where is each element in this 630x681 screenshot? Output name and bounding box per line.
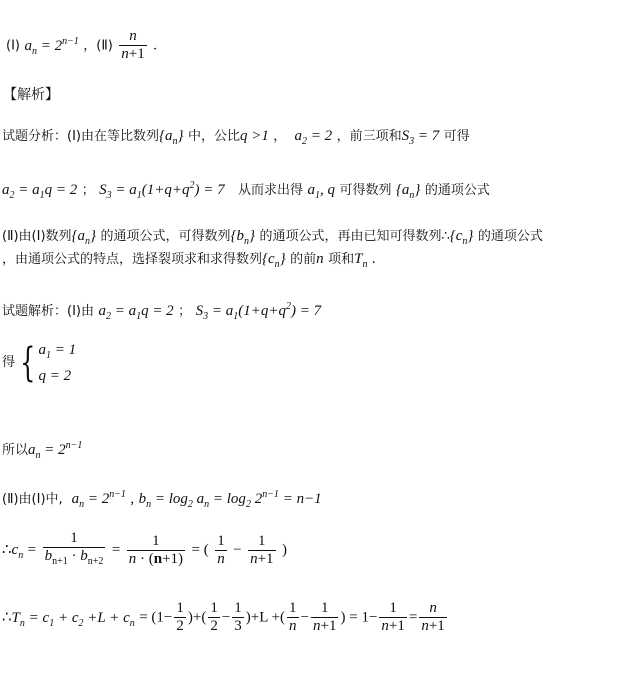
- analysis-text-4: 可得: [443, 129, 470, 144]
- tn-frac-4: $\frac{1}{n}$: [289, 600, 297, 634]
- analysis-line-3: [2, 227, 543, 251]
- analysis-p3-a: ，由通项公式的特点，选择裂项求和求得数列: [2, 252, 263, 267]
- solution-suoyi: 所以: [2, 443, 29, 458]
- system-equations: $a_1 = 1$ q = 2: [38, 342, 77, 384]
- analysis-p3-b: 的前: [290, 252, 317, 267]
- cn-fraction-1: $\frac{1}{b_{n+1} \cdot b_{n+2}}$: [44, 530, 104, 567]
- analysis-line-2: [2, 177, 490, 205]
- s3-equals-7: $S_3 = 7$: [401, 128, 440, 147]
- analysis-lead: 试题分析：(Ⅰ)由在等比数列: [2, 129, 159, 144]
- bn-formula: $b_n = \log_2 a_n = \log_2 2^{n-1} = n-1$: [138, 489, 322, 510]
- tn-frac-7: $\frac{n}{n+1}$: [421, 600, 445, 634]
- solution-lead: 试题解析：(Ⅰ)由: [2, 304, 94, 319]
- tn-frac-3: $\frac{1}{3}$: [234, 600, 242, 634]
- seq-cn-2: $\{c_n\}$: [262, 251, 286, 270]
- solution-line-3: [2, 486, 322, 514]
- a2-equals-2: $a_2 = 2$: [290, 128, 333, 147]
- analysis-text-5: ；: [81, 183, 95, 198]
- solution-semi: ；: [178, 304, 192, 319]
- seq-an-3: $\{a_n\}$: [71, 228, 97, 247]
- ratio-q-gt-1: q >1: [239, 128, 269, 144]
- answer-part1-label: (Ⅰ): [6, 38, 20, 54]
- analysis-text-6: 从而求出得: [238, 183, 304, 198]
- left-brace: {: [20, 340, 36, 386]
- seq-cn: $\{c_n\}$: [449, 228, 474, 247]
- sol-a2-equation: $a_2 = a_1q = 2$: [98, 303, 174, 322]
- an-formula-2: $a_n = 2^{n-1}$: [71, 489, 126, 510]
- seq-an-2: $\{a_n\}$: [395, 182, 421, 201]
- analysis-p2-d: 的通项公式: [477, 229, 543, 244]
- solution-de: 得: [2, 355, 16, 370]
- answer-fraction: $\frac{n}{n+1}$: [121, 28, 145, 62]
- analysis-text-1: 中，公比: [187, 129, 240, 144]
- analysis-text-7: 可得数列: [339, 183, 392, 198]
- var-n: n: [316, 251, 324, 267]
- answer-line: [6, 28, 157, 63]
- solution-line-4: $\therefore c_n$ = $\frac{1}{b_{n+1} \cdot b_{n+2}}$ = $\frac{1}{n \cdot (n+1)}$ = ( $\frac{1}{n}$ − $\frac{1}{n+1}$ ): [2, 530, 287, 570]
- analysis-line-1: [2, 127, 470, 151]
- cn-fraction-4: $\frac{1}{n+1}$: [250, 532, 274, 567]
- a2-equation: $a_2 = a_1q = 2$: [2, 182, 78, 201]
- analysis-line-4: [2, 250, 376, 274]
- solution-p2: (Ⅱ)由(Ⅰ)中,: [2, 492, 63, 507]
- sol-s3-equation: $S_3 = a_1(1+q+q^2) = 7$: [195, 301, 322, 322]
- cn-lhs: $c_n$: [11, 542, 24, 561]
- analysis-p2-a: (Ⅱ)由(Ⅰ)数列: [2, 229, 72, 244]
- tn-frac-5: $\frac{1}{n+1}$: [313, 600, 337, 634]
- tn-frac-1: $\frac{1}{2}$: [176, 600, 184, 634]
- seq-bn: $\{b_n\}$: [230, 228, 255, 247]
- analysis-text-8: 的通项公式: [424, 183, 490, 198]
- solution-line-5: $\therefore T_n = c_1 + c_2 +L + c_n = (1-$ $\frac{1}{2}$ )+( $\frac{1}{2}$ − $\frac{1}{3}$ )+L +( $\frac{1}{n}$ − $\frac{1}{n+1}$ ) = 1− $\frac{1}{n+1}$ = $\frac{n}{n+1}$: [2, 600, 445, 634]
- therefore-1: ∴: [2, 542, 12, 558]
- seq-an: $\{a_n\}$: [158, 128, 184, 147]
- solution-system: [2, 340, 76, 386]
- analysis-p2-c: 的通项公式，再由已知可得数列∴: [259, 229, 450, 244]
- therefore-2: ∴: [2, 609, 12, 626]
- tn-sum: $T_n = c_1 + c_2 +L + c_n$: [11, 609, 135, 629]
- solution-line-1: [2, 298, 321, 326]
- answer-formula-1: $a_n = 2^{n-1}$: [24, 35, 79, 57]
- var-tn: $T_n$: [354, 251, 368, 270]
- analysis-text-2: ，: [273, 129, 287, 144]
- answer-part2-label: ，(Ⅱ): [83, 38, 113, 54]
- solution-line-2: [2, 437, 82, 465]
- analysis-p3-d: .: [371, 251, 376, 267]
- solution-comma: ,: [130, 491, 135, 507]
- analysis-p2-b: 的通项公式，可得数列: [100, 229, 231, 244]
- tn-frac-6: $\frac{1}{n+1}$: [381, 600, 405, 634]
- section-heading: 【解析】: [3, 87, 59, 103]
- cn-fraction-2: $\frac{1}{n \cdot (n+1)}$: [128, 532, 184, 567]
- a1-q: $a_1$, q: [307, 182, 335, 201]
- analysis-p3-c: 项和: [328, 252, 355, 267]
- answer-end: .: [153, 37, 157, 54]
- tn-frac-2: $\frac{1}{2}$: [210, 600, 218, 634]
- s3-equation: $S_3 = a_1(1+q+q^2) = 7$: [99, 180, 225, 201]
- analysis-text-3: ，前三项和: [336, 129, 402, 144]
- cn-fraction-3: $\frac{1}{n}$: [217, 532, 225, 567]
- an-formula: $a_n = 2^{n-1}$: [28, 440, 83, 461]
